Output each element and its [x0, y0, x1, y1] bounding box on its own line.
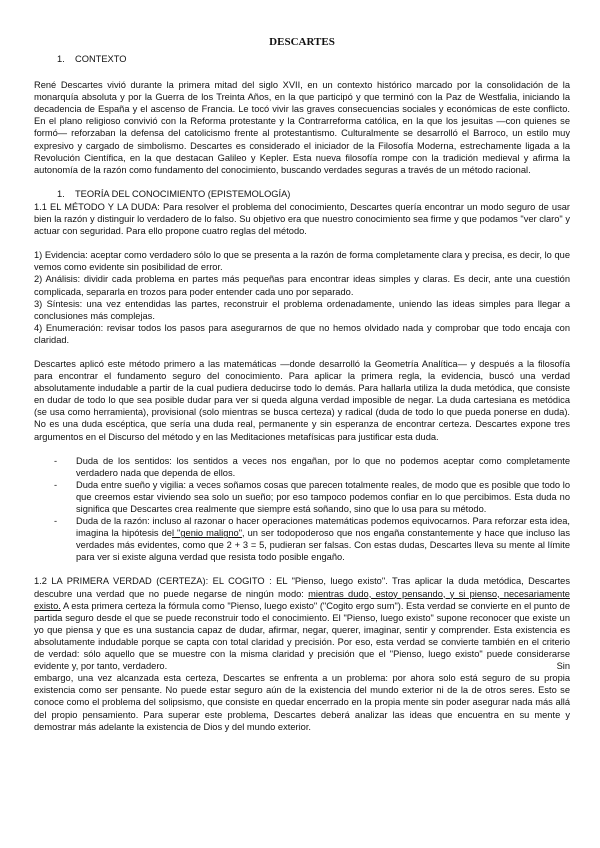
solipsism-paragraph: embargo, una vez alcanzada esta certeza, Descartes se enfrenta a un problema: por ahora solo está seguro de su propia existencia como ser pensante. No puede estar seguro aún de la existencia del mundo exterior ni de la de otros seres. Esto se conoce como el problema del solipsismo, que consiste en quedar encerrado en la propia mente sin poder asegurar nada más allá del propio pensamiento. Para superar este problema, Descartes deberá analizar las ideas que encuentra en su mente y demostrar más adelante la existencia de Dios y del mundo exterior.: [34, 673, 570, 732]
section-number: 1.: [57, 188, 65, 199]
cogito-paragraph: [34, 575, 570, 672]
doubt-paragraph: Descartes aplicó este método primero a las matemáticas —donde desarrolló la Geometría Analítica— y después a la filosofía para encontrar el fundamento seguro del conocimiento. Para aplicar la primera regla, la evidencia, buscó una verdad absolutamente indudable a partir de la cual pudiera deducirse todo lo demás. Para hallarla utiliza la duda metódica, que consiste en dudar de todo lo que sea posible dudar para ver si queda alguna verdad imposible de negar. La duda cartesiana es metódica (se usa como herramienta), provisional (solo mientras se busca certeza) y radical (duda de todo lo que pueda ponerse en duda). No es una duda escéptica, que sería una duda real, permanente y sin esperanza de encontrar certeza. Descartes expone tres argumentos en el Discurso del método y en las Meditaciones metafísicas para justificar esta duda.: [34, 358, 570, 442]
section-label: CONTEXTO: [75, 54, 127, 64]
doubt-list: [34, 455, 570, 564]
cogito-underlined: mientras dudo, estoy pensando, y si pienso, necesariamente existo.: [34, 588, 570, 611]
method-intro-paragraph: 1.1 EL MÉTODO Y LA DUDA: Para resolver el problema del conocimiento, Descartes quería encontrar un modo seguro de usar bien la razón y distinguir lo verdadero de lo falso. Su objetivo era que nuestro conocimiento sea firme y que podamos "ver claro" y actuar con seguridad. Para ello propone cuatro reglas del método.: [34, 201, 570, 237]
method-rule-synthesis: 3) Síntesis: una vez entendidas las partes, reconstruir el problema ordenadamente, uniendo las ideas simples para llegar a conclusiones más complejas.: [34, 298, 570, 321]
doubt-reason-text-a: Duda de la razón: incluso al razonar o hacer operaciones matemáticas podemos equivocarnos. Para reforzar esta idea, imagina la hipótesis de: [76, 516, 570, 539]
doubt-dream: - Duda entre sueño y vigilia: a veces soñamos cosas que parecen totalmente reales, de modo que es posible que todo lo que creemos estar viviendo sea solo un sueño; por eso tampoco podemos confiar en lo que percibimos. Esta duda no significa que Descartes crea realmente que siempre está soñando, sino que lo usa para su método.: [54, 479, 570, 515]
document-title: DESCARTES: [269, 36, 335, 48]
doubt-reason-text-b: , un ser todopoderoso que nos engaña constantemente y hace que incluso las verdades más evidentes, como que 2 + 3 = 5, pudieran ser falsas. Con estas dudas, Descartes lleva su mente al límite para ver si existe alguna verdad que resista todo posible engaño.: [76, 528, 571, 563]
method-rule-enumeration: 4) Enumeración: revisar todos los pasos para asegurarnos de que no hemos olvidado nada y comprobar que todo encaja con claridad.: [34, 322, 570, 345]
doubt-senses: - Duda de los sentidos: los sentidos a veces nos engañan, por lo que no podemos aceptar como completamente verdadero nada que dependa de ellos.: [54, 455, 570, 479]
method-rule-analysis: 2) Análisis: dividir cada problema en partes más pequeñas para encontrar ideas simples y claras. Es decir, ante una cuestión complicada, separarla en trozos para poder entender cada uno por separado.: [34, 274, 570, 297]
doubt-reason: [54, 515, 570, 563]
section-number: 1.: [57, 54, 65, 64]
cogito-text-right: Sin: [556, 661, 570, 672]
method-rule-evidence: 1) Evidencia: aceptar como verdadero sólo lo que se presenta a la razón de forma completamente clara y precisa, es decir, lo que vemos como evidente sin posibilidad de error.: [34, 250, 570, 273]
section-heading-context: [57, 53, 570, 65]
context-paragraph: René Descartes vivió durante la primera mitad del siglo XVII, en un contexto histórico marcado por la consolidación de la monarquía absoluta y por la Guerra de los Treinta Años, en la que participó y que terminó con la Paz de Westfalia, iniciando la decadencia de España y el ascenso de Francia. Le tocó vivir las graves consecuencias sociales y económicas de este conflicto. En el plano religioso convivió con la Reforma protestante y la Contrarreforma católica, en la que los jesuitas —con quienes se formó— reforzaban la defensa del catolicismo frente al protestantismo. Culturalmente se desarrolló el Barroco, un estilo muy expresivo y cargado de simbolismo. Descartes es considerado el iniciador de la Filosofía Moderna, estrechamente ligada a la Revolución Científica, en la que destacan Galileo y Kepler. Esta nueva filosofía rompe con la tradición medieval y afirma la autonomía de la razón como fundamento del conocimiento, buscando verdades seguras a través de un método racional.: [34, 80, 570, 175]
section-heading-epistemology: [57, 188, 570, 200]
cogito-text-b: A esta primera certeza la fórmula como "Pienso, luego existo" ("Cogito ergo sum"). Esta verdad se convierte en el punto de partida seguro desde el que se puede reconstruir todo el conocimiento. El "Pienso, luego existo" supone reconocer que existe un yo que piensa y que es una sustancia capaz de dudar, afirmar, negar, querer, imaginar, sentir y comprender. Esta existencia es absolutamente indudable porque se capta con total claridad y precisión. Por eso, esta verdad se convierte también en el criterio de verdad: sólo aquello que se muestre con la misma claridad y precisión que el "Pienso, luego existo" puede considerarse evidente y, por tanto, verdadero.: [34, 600, 570, 672]
genio-maligno-underlined: l "genio maligno": [171, 528, 243, 539]
section-label: TEORÍA DEL CONOCIMIENTO (EPISTEMOLOGÍA): [75, 188, 291, 199]
cogito-text-a: 1.2 LA PRIMERA VERDAD (CERTEZA): EL COGITO : EL "Pienso, luego existo". Tras aplicar la duda metódica, Descartes descubre una verdad que no puede negarse de ningún modo:: [34, 576, 570, 599]
